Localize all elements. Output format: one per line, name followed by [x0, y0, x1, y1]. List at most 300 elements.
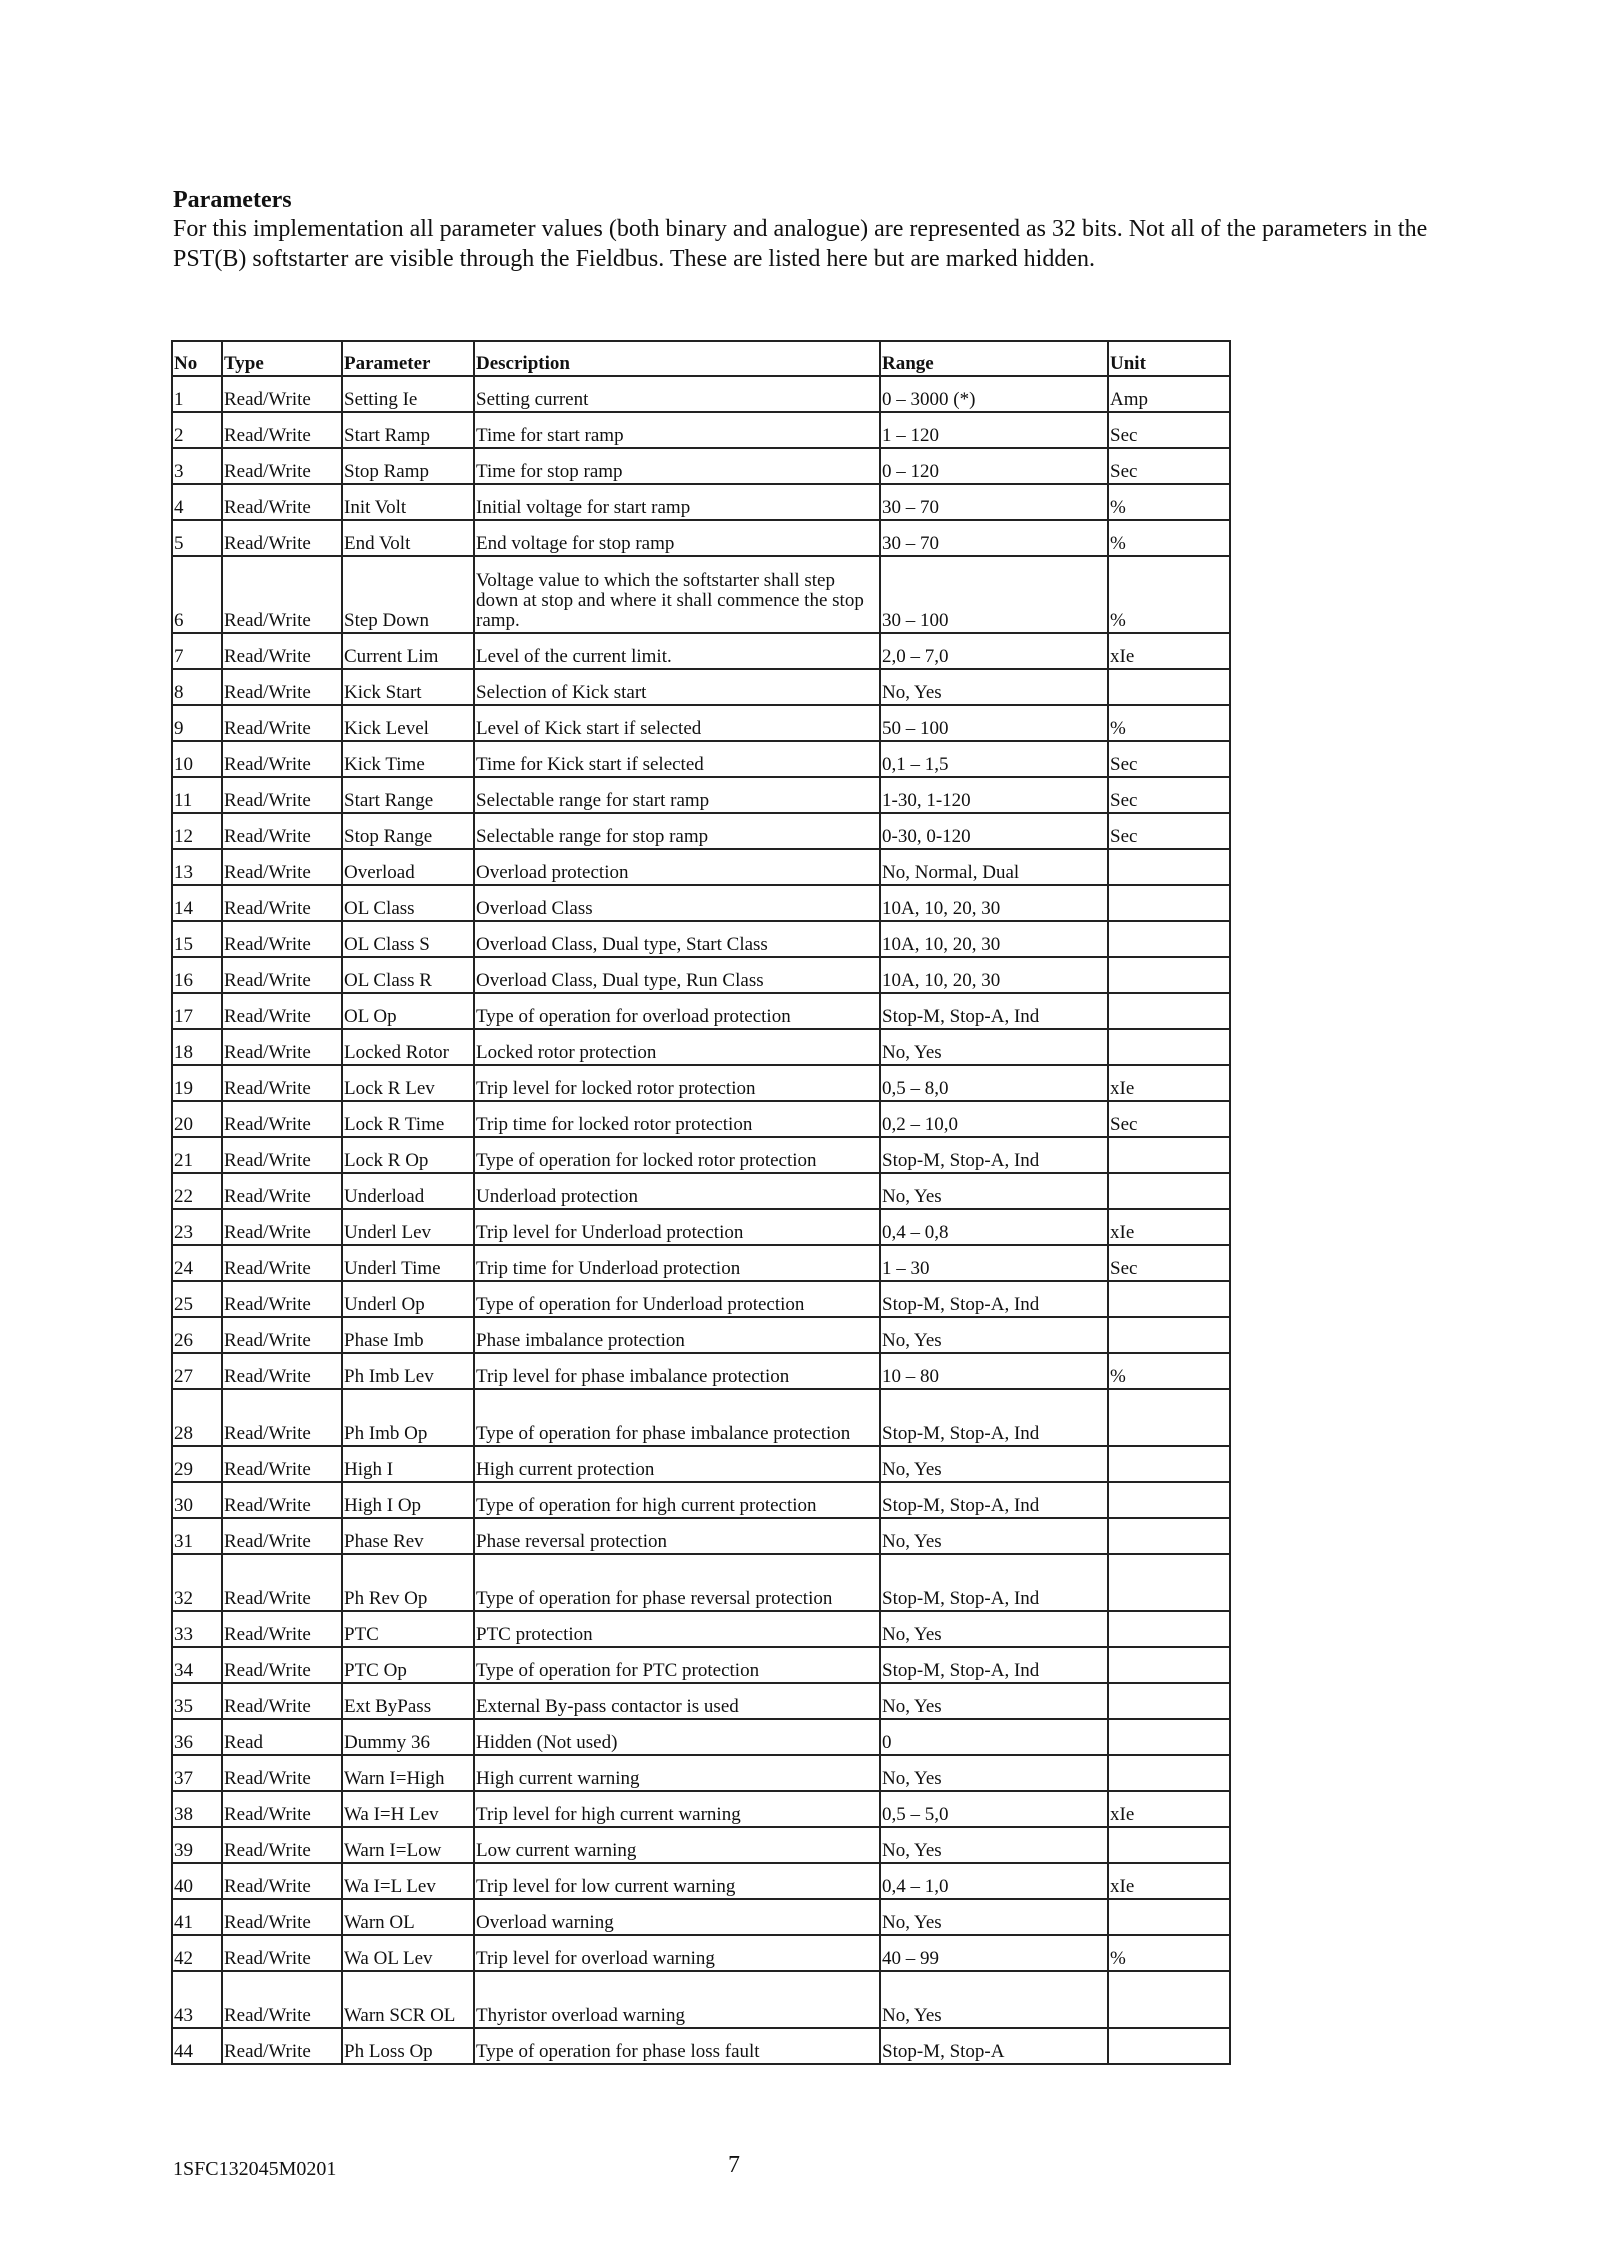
cell-type: Read/Write [222, 813, 342, 849]
cell-range: No, Yes [880, 1611, 1108, 1647]
cell-type: Read/Write [222, 669, 342, 705]
cell-type: Read [222, 1719, 342, 1755]
table-header-row [172, 341, 1230, 376]
cell-type: Read/Write [222, 376, 342, 412]
cell-unit [1108, 921, 1230, 957]
table-row [172, 1281, 1230, 1317]
table-body [172, 376, 1230, 2064]
table-row [172, 484, 1230, 520]
table-row [172, 1353, 1230, 1389]
cell-range: 40 – 99 [880, 1935, 1108, 1971]
cell-type: Read/Write [222, 484, 342, 520]
cell-range: No, Yes [880, 1317, 1108, 1353]
table-row [172, 1683, 1230, 1719]
cell-range: 0,4 – 1,0 [880, 1863, 1108, 1899]
cell-unit [1108, 1719, 1230, 1755]
cell-range: No, Yes [880, 1683, 1108, 1719]
table-row [172, 777, 1230, 813]
cell-unit [1108, 885, 1230, 921]
table-row [172, 1971, 1230, 2028]
cell-unit: % [1108, 556, 1230, 633]
cell-unit [1108, 1971, 1230, 2028]
table-row [172, 1647, 1230, 1683]
cell-range: No, Yes [880, 1173, 1108, 1209]
cell-description: Type of operation for Underload protection [474, 1281, 880, 1317]
cell-parameter: Warn OL [342, 1899, 474, 1935]
cell-parameter: Lock R Lev [342, 1065, 474, 1101]
cell-parameter: Warn SCR OL [342, 1971, 474, 2028]
cell-no: 33 [172, 1611, 222, 1647]
cell-type: Read/Write [222, 993, 342, 1029]
document-code: 1SFC132045M0201 [173, 2158, 337, 2180]
cell-parameter: Underl Lev [342, 1209, 474, 1245]
column-header-description: Description [474, 341, 880, 376]
cell-range: No, Yes [880, 1971, 1108, 2028]
cell-description: Trip level for phase imbalance protection [474, 1353, 880, 1389]
table-row [172, 705, 1230, 741]
cell-no: 16 [172, 957, 222, 993]
table-row [172, 1446, 1230, 1482]
cell-description: Trip level for high current warning [474, 1791, 880, 1827]
cell-type: Read/Write [222, 849, 342, 885]
cell-no: 18 [172, 1029, 222, 1065]
cell-parameter: Setting Ie [342, 376, 474, 412]
table-row [172, 633, 1230, 669]
cell-range: Stop-M, Stop-A, Ind [880, 1281, 1108, 1317]
cell-unit: xIe [1108, 633, 1230, 669]
table-row [172, 1065, 1230, 1101]
cell-range: 0,4 – 0,8 [880, 1209, 1108, 1245]
cell-no: 27 [172, 1353, 222, 1389]
cell-no: 43 [172, 1971, 222, 2028]
cell-parameter: Current Lim [342, 633, 474, 669]
cell-type: Read/Write [222, 885, 342, 921]
cell-no: 25 [172, 1281, 222, 1317]
cell-parameter: Ph Rev Op [342, 1554, 474, 1611]
cell-type: Read/Write [222, 520, 342, 556]
cell-parameter: Start Range [342, 777, 474, 813]
cell-no: 31 [172, 1518, 222, 1554]
cell-description: End voltage for stop ramp [474, 520, 880, 556]
cell-no: 34 [172, 1647, 222, 1683]
cell-description: Low current warning [474, 1827, 880, 1863]
cell-parameter: OL Class S [342, 921, 474, 957]
cell-range: No, Yes [880, 1518, 1108, 1554]
table-row [172, 1101, 1230, 1137]
cell-no: 13 [172, 849, 222, 885]
cell-type: Read/Write [222, 1389, 342, 1446]
cell-unit: % [1108, 484, 1230, 520]
cell-description: Trip level for Underload protection [474, 1209, 880, 1245]
cell-parameter: Underl Op [342, 1281, 474, 1317]
column-header-unit: Unit [1108, 341, 1230, 376]
cell-type: Read/Write [222, 556, 342, 633]
table-row [172, 448, 1230, 484]
table-row [172, 556, 1230, 633]
cell-type: Read/Write [222, 705, 342, 741]
cell-description: Type of operation for phase reversal protection [474, 1554, 880, 1611]
cell-range: 0,2 – 10,0 [880, 1101, 1108, 1137]
cell-range: No, Yes [880, 1827, 1108, 1863]
cell-no: 30 [172, 1482, 222, 1518]
cell-type: Read/Write [222, 1245, 342, 1281]
table-row [172, 921, 1230, 957]
cell-unit: Sec [1108, 1101, 1230, 1137]
cell-range: 10A, 10, 20, 30 [880, 885, 1108, 921]
cell-range: 1-30, 1-120 [880, 777, 1108, 813]
cell-no: 39 [172, 1827, 222, 1863]
cell-unit [1108, 1554, 1230, 1611]
cell-range: 30 – 100 [880, 556, 1108, 633]
cell-no: 23 [172, 1209, 222, 1245]
column-header-range: Range [880, 341, 1108, 376]
table-row [172, 885, 1230, 921]
cell-unit: Sec [1108, 412, 1230, 448]
cell-type: Read/Write [222, 1209, 342, 1245]
cell-unit: Sec [1108, 1245, 1230, 1281]
table-row [172, 1863, 1230, 1899]
table-row [172, 669, 1230, 705]
cell-type: Read/Write [222, 1137, 342, 1173]
table-row [172, 1482, 1230, 1518]
cell-type: Read/Write [222, 1827, 342, 1863]
cell-range: Stop-M, Stop-A, Ind [880, 1554, 1108, 1611]
cell-parameter: Step Down [342, 556, 474, 633]
cell-description: Type of operation for locked rotor protection [474, 1137, 880, 1173]
cell-unit [1108, 1683, 1230, 1719]
cell-type: Read/Write [222, 1791, 342, 1827]
cell-type: Read/Write [222, 1065, 342, 1101]
cell-parameter: Wa I=L Lev [342, 1863, 474, 1899]
cell-type: Read/Write [222, 1353, 342, 1389]
cell-unit: Sec [1108, 448, 1230, 484]
cell-description: Type of operation for phase imbalance protection [474, 1389, 880, 1446]
table-row [172, 376, 1230, 412]
cell-type: Read/Write [222, 1755, 342, 1791]
table-row [172, 1611, 1230, 1647]
cell-parameter: Underload [342, 1173, 474, 1209]
cell-range: No, Yes [880, 1755, 1108, 1791]
cell-description: Type of operation for PTC protection [474, 1647, 880, 1683]
cell-no: 35 [172, 1683, 222, 1719]
cell-parameter: Ph Imb Lev [342, 1353, 474, 1389]
cell-unit: xIe [1108, 1065, 1230, 1101]
cell-range: 10A, 10, 20, 30 [880, 921, 1108, 957]
section-heading: Parameters [173, 187, 292, 213]
cell-description: Selection of Kick start [474, 669, 880, 705]
cell-range: Stop-M, Stop-A, Ind [880, 993, 1108, 1029]
cell-no: 9 [172, 705, 222, 741]
cell-parameter: High I Op [342, 1482, 474, 1518]
cell-type: Read/Write [222, 1101, 342, 1137]
cell-description: Type of operation for overload protection [474, 993, 880, 1029]
cell-range: No, Yes [880, 1446, 1108, 1482]
cell-description: Time for Kick start if selected [474, 741, 880, 777]
cell-description: Level of the current limit. [474, 633, 880, 669]
table-row [172, 1827, 1230, 1863]
cell-parameter: Ph Imb Op [342, 1389, 474, 1446]
cell-no: 29 [172, 1446, 222, 1482]
cell-parameter: Start Ramp [342, 412, 474, 448]
cell-description: Time for stop ramp [474, 448, 880, 484]
table-row [172, 1209, 1230, 1245]
cell-unit: Sec [1108, 777, 1230, 813]
cell-no: 37 [172, 1755, 222, 1791]
column-header-type: Type [222, 341, 342, 376]
table-row [172, 1317, 1230, 1353]
cell-unit [1108, 1029, 1230, 1065]
cell-unit: Sec [1108, 741, 1230, 777]
table-row [172, 1245, 1230, 1281]
cell-description: External By-pass contactor is used [474, 1683, 880, 1719]
cell-range: 1 – 30 [880, 1245, 1108, 1281]
cell-no: 20 [172, 1101, 222, 1137]
cell-parameter: Ph Loss Op [342, 2028, 474, 2064]
cell-type: Read/Write [222, 1554, 342, 1611]
cell-no: 12 [172, 813, 222, 849]
cell-parameter: Kick Start [342, 669, 474, 705]
cell-range: No, Yes [880, 1029, 1108, 1065]
cell-description: Overload protection [474, 849, 880, 885]
cell-description: Level of Kick start if selected [474, 705, 880, 741]
cell-type: Read/Write [222, 1317, 342, 1353]
cell-range: 0-30, 0-120 [880, 813, 1108, 849]
table-row [172, 1173, 1230, 1209]
cell-range: 0 [880, 1719, 1108, 1755]
cell-type: Read/Write [222, 1518, 342, 1554]
cell-description: Type of operation for phase loss fault [474, 2028, 880, 2064]
cell-parameter: Lock R Time [342, 1101, 474, 1137]
cell-unit [1108, 1137, 1230, 1173]
table-row [172, 849, 1230, 885]
cell-type: Read/Write [222, 1029, 342, 1065]
cell-description: Trip time for Underload protection [474, 1245, 880, 1281]
cell-range: No, Yes [880, 1899, 1108, 1935]
table-row [172, 1755, 1230, 1791]
table-row [172, 741, 1230, 777]
cell-range: 10 – 80 [880, 1353, 1108, 1389]
cell-unit [1108, 849, 1230, 885]
cell-unit: % [1108, 705, 1230, 741]
cell-parameter: Kick Time [342, 741, 474, 777]
column-header-no: No [172, 341, 222, 376]
cell-unit: Sec [1108, 813, 1230, 849]
cell-parameter: PTC Op [342, 1647, 474, 1683]
cell-parameter: PTC [342, 1611, 474, 1647]
cell-parameter: OL Class R [342, 957, 474, 993]
cell-parameter: Overload [342, 849, 474, 885]
cell-description: Time for start ramp [474, 412, 880, 448]
cell-no: 2 [172, 412, 222, 448]
cell-unit: % [1108, 1935, 1230, 1971]
cell-range: 0,5 – 5,0 [880, 1791, 1108, 1827]
table-row [172, 1518, 1230, 1554]
cell-parameter: Ext ByPass [342, 1683, 474, 1719]
cell-description: Locked rotor protection [474, 1029, 880, 1065]
cell-type: Read/Write [222, 1683, 342, 1719]
cell-description: Phase imbalance protection [474, 1317, 880, 1353]
cell-unit [1108, 2028, 1230, 2064]
cell-range: 30 – 70 [880, 520, 1108, 556]
cell-no: 38 [172, 1791, 222, 1827]
table-row [172, 1389, 1230, 1446]
cell-no: 11 [172, 777, 222, 813]
intro-paragraph: For this implementation all parameter values (both binary and analogue) are represented as 32 bits. Not all of the parameters in the PST(B) softstarter are visible through the Fieldbus. These are listed here but are marked hidden. [173, 216, 1428, 272]
cell-range: Stop-M, Stop-A [880, 2028, 1108, 2064]
cell-range: Stop-M, Stop-A, Ind [880, 1482, 1108, 1518]
cell-no: 17 [172, 993, 222, 1029]
cell-description: Initial voltage for start ramp [474, 484, 880, 520]
cell-parameter: Phase Rev [342, 1518, 474, 1554]
table-row [172, 412, 1230, 448]
cell-type: Read/Write [222, 1482, 342, 1518]
cell-description: Hidden (Not used) [474, 1719, 880, 1755]
cell-no: 26 [172, 1317, 222, 1353]
cell-description: Thyristor overload warning [474, 1971, 880, 2028]
cell-parameter: OL Class [342, 885, 474, 921]
cell-no: 41 [172, 1899, 222, 1935]
cell-no: 36 [172, 1719, 222, 1755]
cell-unit [1108, 1281, 1230, 1317]
table-row [172, 1029, 1230, 1065]
table-row [172, 1935, 1230, 1971]
cell-unit [1108, 1518, 1230, 1554]
cell-type: Read/Write [222, 1899, 342, 1935]
cell-range: 30 – 70 [880, 484, 1108, 520]
cell-parameter: Warn I=High [342, 1755, 474, 1791]
page-number: 7 [728, 2152, 740, 2178]
table-row [172, 1554, 1230, 1611]
cell-parameter: Underl Time [342, 1245, 474, 1281]
cell-unit [1108, 1827, 1230, 1863]
cell-type: Read/Write [222, 741, 342, 777]
cell-description: Overload warning [474, 1899, 880, 1935]
cell-description: Phase reversal protection [474, 1518, 880, 1554]
cell-parameter: Stop Range [342, 813, 474, 849]
cell-range: 1 – 120 [880, 412, 1108, 448]
cell-description: High current protection [474, 1446, 880, 1482]
cell-unit: xIe [1108, 1209, 1230, 1245]
cell-type: Read/Write [222, 1611, 342, 1647]
cell-range: Stop-M, Stop-A, Ind [880, 1647, 1108, 1683]
cell-parameter: Dummy 36 [342, 1719, 474, 1755]
cell-description: Trip time for locked rotor protection [474, 1101, 880, 1137]
cell-no: 4 [172, 484, 222, 520]
table-row [172, 993, 1230, 1029]
cell-description: Underload protection [474, 1173, 880, 1209]
cell-parameter: High I [342, 1446, 474, 1482]
cell-description: Voltage value to which the softstarter shall step down at stop and where it shall commence the stop ramp. [474, 556, 880, 633]
cell-type: Read/Write [222, 1971, 342, 2028]
cell-parameter: Lock R Op [342, 1137, 474, 1173]
cell-description: Trip level for low current warning [474, 1863, 880, 1899]
cell-parameter: OL Op [342, 993, 474, 1029]
cell-no: 21 [172, 1137, 222, 1173]
cell-type: Read/Write [222, 1446, 342, 1482]
cell-no: 24 [172, 1245, 222, 1281]
cell-description: Trip level for overload warning [474, 1935, 880, 1971]
cell-description: Trip level for locked rotor protection [474, 1065, 880, 1101]
cell-unit [1108, 1899, 1230, 1935]
cell-no: 14 [172, 885, 222, 921]
cell-parameter: Stop Ramp [342, 448, 474, 484]
table-row [172, 2028, 1230, 2064]
cell-unit [1108, 1755, 1230, 1791]
cell-type: Read/Write [222, 2028, 342, 2064]
cell-parameter: Locked Rotor [342, 1029, 474, 1065]
cell-type: Read/Write [222, 1863, 342, 1899]
table-row [172, 520, 1230, 556]
cell-range: 0,1 – 1,5 [880, 741, 1108, 777]
cell-no: 1 [172, 376, 222, 412]
cell-no: 5 [172, 520, 222, 556]
cell-range: 0 – 120 [880, 448, 1108, 484]
cell-no: 32 [172, 1554, 222, 1611]
cell-no: 7 [172, 633, 222, 669]
cell-unit [1108, 1647, 1230, 1683]
cell-range: 50 – 100 [880, 705, 1108, 741]
cell-type: Read/Write [222, 777, 342, 813]
cell-parameter: End Volt [342, 520, 474, 556]
cell-parameter: Wa I=H Lev [342, 1791, 474, 1827]
cell-type: Read/Write [222, 1647, 342, 1683]
cell-parameter: Kick Level [342, 705, 474, 741]
table-row [172, 1137, 1230, 1173]
table-row [172, 957, 1230, 993]
column-header-parameter: Parameter [342, 341, 474, 376]
cell-range: Stop-M, Stop-A, Ind [880, 1137, 1108, 1173]
cell-range: 10A, 10, 20, 30 [880, 957, 1108, 993]
cell-type: Read/Write [222, 1173, 342, 1209]
cell-range: 0,5 – 8,0 [880, 1065, 1108, 1101]
cell-no: 44 [172, 2028, 222, 2064]
cell-parameter: Phase Imb [342, 1317, 474, 1353]
cell-no: 15 [172, 921, 222, 957]
cell-unit [1108, 1611, 1230, 1647]
cell-unit [1108, 1317, 1230, 1353]
table-row [172, 1719, 1230, 1755]
cell-type: Read/Write [222, 921, 342, 957]
cell-no: 19 [172, 1065, 222, 1101]
cell-unit [1108, 1389, 1230, 1446]
cell-no: 40 [172, 1863, 222, 1899]
cell-no: 42 [172, 1935, 222, 1971]
cell-description: Overload Class, Dual type, Run Class [474, 957, 880, 993]
cell-no: 6 [172, 556, 222, 633]
cell-unit: % [1108, 520, 1230, 556]
cell-description: High current warning [474, 1755, 880, 1791]
table-row [172, 1791, 1230, 1827]
cell-unit: xIe [1108, 1863, 1230, 1899]
cell-unit: Amp [1108, 376, 1230, 412]
cell-range: No, Normal, Dual [880, 849, 1108, 885]
cell-range: 0 – 3000 (*) [880, 376, 1108, 412]
table-row [172, 813, 1230, 849]
cell-unit [1108, 957, 1230, 993]
cell-description: Selectable range for start ramp [474, 777, 880, 813]
cell-unit [1108, 669, 1230, 705]
cell-range: 2,0 – 7,0 [880, 633, 1108, 669]
cell-type: Read/Write [222, 957, 342, 993]
cell-parameter: Wa OL Lev [342, 1935, 474, 1971]
cell-description: Overload Class [474, 885, 880, 921]
cell-type: Read/Write [222, 633, 342, 669]
cell-no: 10 [172, 741, 222, 777]
cell-unit [1108, 993, 1230, 1029]
cell-range: Stop-M, Stop-A, Ind [880, 1389, 1108, 1446]
cell-description: PTC protection [474, 1611, 880, 1647]
cell-unit [1108, 1173, 1230, 1209]
